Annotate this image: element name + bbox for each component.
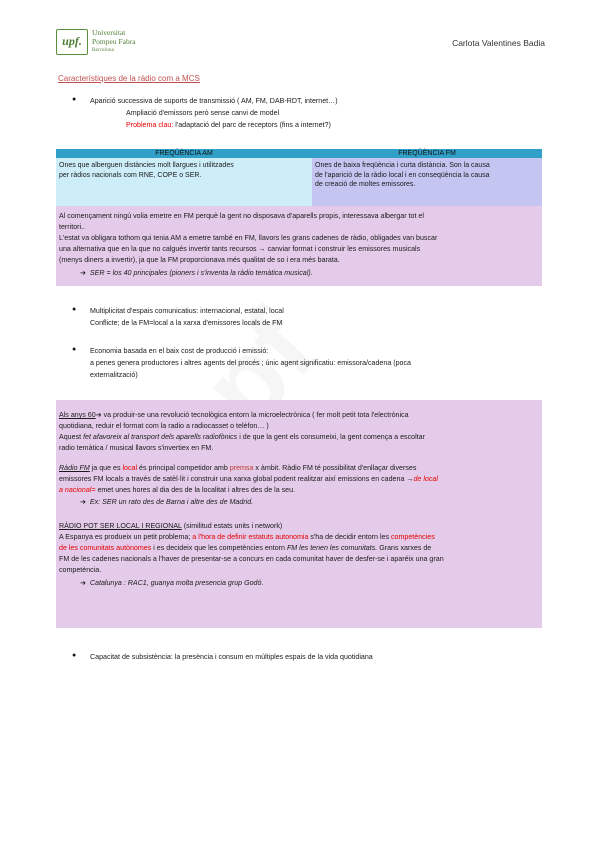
bullet-3-line3: externalització) (90, 371, 138, 379)
p2-line2: emissores FM locals a través de satèl·lit i construir una xarxa global podent realitzar així emissions en cadena →de local (59, 475, 438, 483)
p3-line3: FM de les cadenes nacionals a l'haver de presentar-se a concurs en cada comunitat haver de desfer-se i aparéix una gran (59, 555, 444, 563)
bullet-4-text: Capacitat de subsistència: la presència i consum en múltiples espais de la vida quotidiana (90, 653, 373, 661)
note-1-line: L'estat va obligara tothom qui tenia AM a emetre també en FM, llavors les grans cadenes de ràdio, obligades van buscar (59, 234, 438, 242)
bullet-icon: ● (72, 96, 77, 103)
bullet-3-line2: a penes genera productores i altres agents del procés ; únic agent significatiu: emissora/cadena (poca (90, 359, 411, 367)
arrow-icon: ➔ (80, 498, 86, 506)
p2-note: ➔ Ex: SER un rato des de Barna i altre des de Madrid. (80, 498, 254, 506)
author-name: Carlota Valentines Badia (452, 38, 545, 48)
p1-line2: quotidiana, reduir el format com la radio a radiocasset o telèfon… ) (59, 422, 269, 430)
bullet-icon: ● (72, 652, 77, 659)
bullet-icon: ● (72, 346, 77, 353)
table-cell-fm: Ones de baixa freqüència i curta distància. Son la causa de l'aparició de la ràdio local i en conseqüència la causa de creació de moltes emissores. (312, 158, 542, 206)
university-logo (56, 28, 136, 55)
p3-line2: de les comunitats autònomes i es decideix que les competències entorn FM les tenen les comunitats. Grans xarxes de (59, 544, 432, 552)
bullet-1-key: Problema clau: l'adaptació del parc de receptors (fins a internet?) (126, 121, 331, 129)
p1-line3: Aquest fet afavoreix al transport dels aparells radiofònics i de que la gent els consumeixi, la gent comença a escoltar (59, 433, 425, 441)
logo-text: Universitat Pompeu Fabra Barcelona (92, 28, 136, 53)
note-1-line: una alternativa que en la que no calgués invertir tants recursos → canviar format i construir les emissores musicals (59, 245, 421, 253)
p3-line1: A Espanya es produeix un petit problema; a l'hora de definir estatuts autonomia s'ha de decidir entorn les competències (59, 533, 435, 541)
p1-line4: radio temàtica / musical llavors s'invertiex en FM. (59, 444, 214, 452)
bullet-1-line2: Ampliació d'emissors però sense canvi de model (126, 109, 280, 117)
table-header-am: FREQÜÈNCIA AM (56, 149, 312, 158)
note-1-line: territori.. (59, 223, 86, 231)
note-1-line: (menys diners a invertir), ja que la FM proporcionava més qualitat de so i era més barata. (59, 256, 340, 264)
table-cell-am: Ones que alberguen distàncies molt llargues i utilitzades per ràdios nacionals com RNE, COPE o SER. (56, 158, 312, 206)
note-1-arrow-note: ➔ SER = los 40 principales (pioners i s'inventa la ràdio temàtica musical). (80, 269, 313, 277)
arrow-icon: ➔ (80, 579, 86, 587)
section-title: Característiques de la ràdio com a MCS (58, 74, 200, 83)
logo-mark: upf. (56, 29, 88, 55)
bullet-3-text: Economia basada en el baix cost de producció i emissió: (90, 347, 269, 355)
bullet-2-text: Multiplicitat d'espais comunicatius: internacional, estatal, local (90, 307, 284, 315)
p3-note: ➔ Catalunya : RAC1, guanya molta presencia grup Godó. (80, 579, 264, 587)
p1-line1: Als anys 60➔ va produir-se una revolució tecnològica entorn la microelectrònica ( fer molt petit tota l'electrònica (59, 411, 409, 419)
p2-line3: a nacional= emet unes hores al dia des de la localitat i altres des de la seu. (59, 486, 296, 494)
bullet-1-text: Aparició successiva de suports de transmissió ( AM, FM, DAB-RDT, internet…) (90, 97, 338, 105)
table-header-fm: FREQÜÈNCIA FM (312, 149, 542, 158)
arrow-icon: ➔ (95, 411, 102, 419)
p2-line1: Ràdio FM ja que es local és principal competidor amb premsa x àmbit. Ràdio FM té possibilitat d'enllaçar diverses (59, 464, 417, 472)
arrow-icon: ➔ (80, 269, 86, 277)
p3-heading: RÀDIO POT SER LOCAL I REGIONAL (similitud estats units i network) (59, 522, 283, 530)
bullet-icon: ● (72, 306, 77, 313)
bullet-2-line2: Conflicte; de la FM=local a la xarxa d'emissores locals de FM (90, 319, 283, 327)
p3-line4: competència. (59, 566, 102, 574)
note-1-line: Al començament ningú volia emetre en FM perquè la gent no disposava d'aparells propis, interessava albergar tot el (59, 212, 424, 220)
